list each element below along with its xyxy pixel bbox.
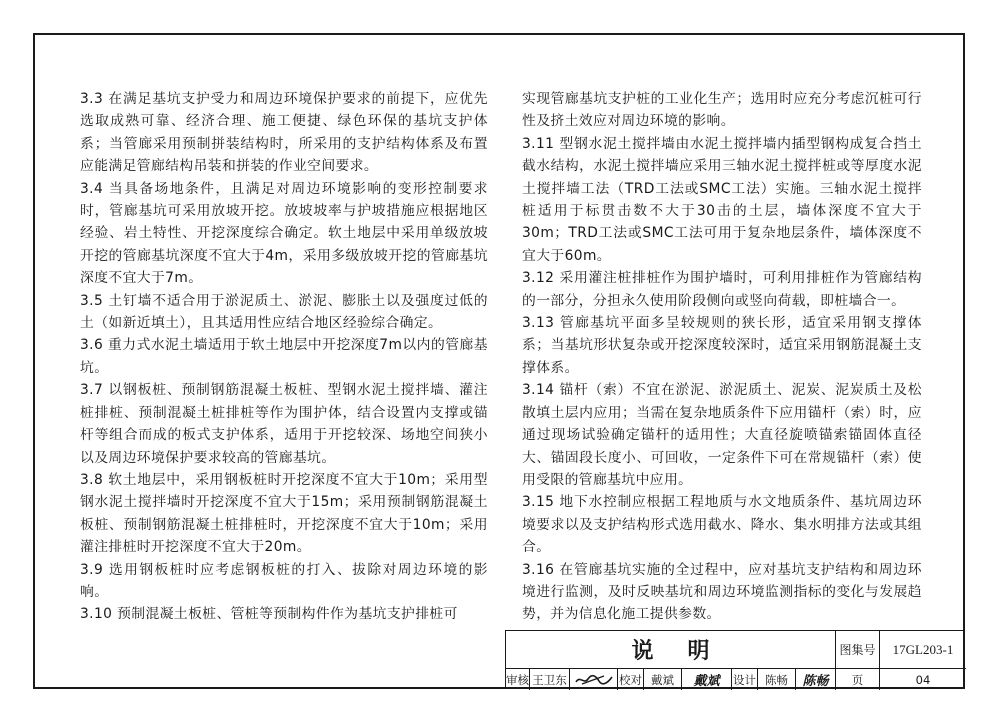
clause-3-10-end: 实现管廊基坑支护桩的工业化生产；选用时应充分考虑沉桩可行性及挤土效应对周边环境的影响。 xyxy=(522,91,922,130)
reviewer-name: 王卫东 xyxy=(530,669,570,690)
signature-row xyxy=(506,669,966,690)
clause-3-9: 3.9 选用钢板桩时应考虑钢板桩的打入、拔除对周边环境的影响。 xyxy=(80,561,488,600)
clause-3-13: 3.13 管廊基坑平面多呈较规则的狭长形，适宜采用钢支撑体系；当基坑形状复杂或开挖深度较深时，适宜采用钢筋混凝土支撑体系。 xyxy=(522,315,922,376)
clause-3-4: 3.4 当具备场地条件，且满足对周边环境影响的变形控制要求时，管廊基坑可采用放坡开挖。放坡坡率与护坡措施应根据地区经验、岩土特性、开挖深度综合确定。软土地层中采用单级放坡开挖的管廊基坑深度不宜大于4m，采用多级放坡开挖的管廊基坑深度不宜大于7m。 xyxy=(80,180,488,287)
review-label: 审核 xyxy=(506,669,530,690)
atlas-number-label: 图集号 xyxy=(836,631,880,669)
clause-3-11: 3.11 型钢水泥土搅拌墙由水泥土搅拌墙内插型钢构成复合挡土截水结构，水泥土搅拌墙应采用三轴水泥土搅拌桩或等厚度水泥土搅拌墙工法（TRD工法或SMC工法）实施。三轴水泥土搅拌桩适用于标贯击数不大于30击的土层，墙体深度不宜大于30m；TRD工法或SMC工法可用于复杂地层条件，墙体深度不宜大于60m。 xyxy=(522,135,922,264)
clause-3-6: 3.6 重力式水泥土墙适用于软土地层中开挖深度7m以内的管廊基坑。 xyxy=(80,337,488,376)
clause-3-3: 3.3 在满足基坑支护受力和周边环境保护要求的前提下，应优先选取成熟可靠、经济合理、施工便捷、绿色环保的基坑支护体系；当管廊采用预制拼装结构时，所采用的支护结构体系及布置应能满足管廊结构吊装和拼装的作业空间要求。 xyxy=(80,91,488,175)
right-column xyxy=(522,88,922,626)
clause-3-16: 3.16 在管廊基坑实施的全过程中，应对基坑支护结构和周边环境进行监测，及时反映基坑和周边环境监测指标的变化与发展趋势，并为信息化施工提供参数。 xyxy=(522,561,922,623)
clause-3-5: 3.5 土钉墙不适合用于淤泥质土、淤泥、膨胀土以及强度过低的土（如新近填土），且其适用性应结合地区经验综合确定。 xyxy=(80,292,488,332)
checker-signature: 戴斌 xyxy=(682,669,732,690)
page-number: 04 xyxy=(915,672,931,687)
page-label: 页 xyxy=(836,669,880,690)
reviewer-signature xyxy=(570,669,618,690)
clause-3-12: 3.12 采用灌注桩排桩作为围护墙时，可利用排桩作为管廊结构的一部分，分担永久使用阶段侧向或竖向荷载，即桩墙合一。 xyxy=(522,270,922,309)
designer-name: 陈畅 xyxy=(758,669,796,690)
reviewer-signature-mark xyxy=(574,673,614,687)
designer-signature: 陈畅 xyxy=(796,669,836,690)
sheet-title: 说明 xyxy=(506,631,836,669)
clause-3-15: 3.15 地下水控制应根据工程地质与水文地质条件、基坑周边环境要求以及支护结构形式选用截水、降水、集水明排方法或其组合。 xyxy=(522,494,922,556)
clause-3-8: 3.8 软土地层中，采用钢板桩时开挖深度不宜大于10m；采用型钢水泥土搅拌墙时开挖深度不宜大于15m；采用预制钢筋混凝土板桩、预制钢筋混凝土桩排桩时，开挖深度不宜大于10m；采用灌注排桩时开挖深度不宜大于20m。 xyxy=(80,471,488,556)
design-label: 设计 xyxy=(732,669,758,690)
clause-3-14: 3.14 锚杆（索）不宜在淤泥、淤泥质土、泥炭、泥炭质土及松散填土层内应用；当需在复杂地质条件下应用锚杆（索）时，应通过现场试验确定锚杆的适用性；大直径旋喷锚索锚固体直径大、锚固段长度小、可回收，一定条件下可在常规锚杆（索）使用受限的管廊基坑中应用。 xyxy=(522,382,922,488)
atlas-number: 17GL203-1 xyxy=(880,631,966,669)
checker-name: 戴斌 xyxy=(644,669,682,690)
check-label: 校对 xyxy=(618,669,644,690)
clause-3-7: 3.7 以钢板桩、预制钢筋混凝土板桩、型钢水泥土搅拌墙、灌注桩排桩、预制混凝土桩排桩等作为围护体，结合设置内支撑或锚杆等组合而成的板式支护体系，适用于开挖较深、场地空间狭小以及周边环境保护要求较高的管廊基坑。 xyxy=(80,382,488,466)
clause-3-10-start: 3.10 预制混凝土板桩、管桩等预制构件作为基坑支护排桩可 xyxy=(80,606,458,623)
left-column xyxy=(80,88,488,626)
title-block xyxy=(505,630,965,689)
